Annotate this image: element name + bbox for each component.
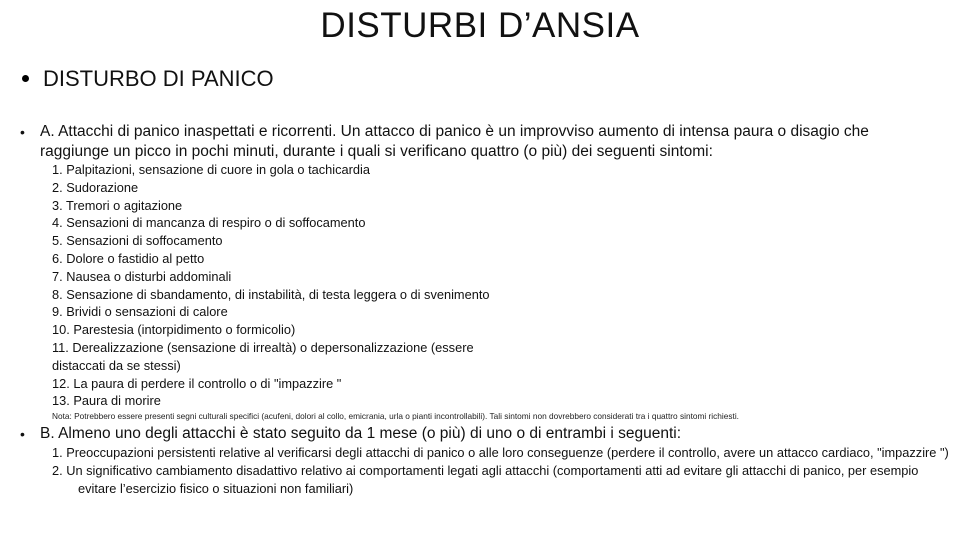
footnote: Nota: Potrebbero essere presenti segni culturali specifici (acufeni, dolori al collo, emicrania, urla o pianti incontrollabili). Tali sintomi non dovrebbero considerati tra i quattro sintomi richiesti. <box>52 411 739 421</box>
list-item: 3. Tremori o agitazione <box>52 197 183 213</box>
list-item: 10. Parestesia (intorpidimento o formicolio) <box>52 322 296 338</box>
bullet-icon: • <box>20 426 25 442</box>
list-item: 9. Brividi o sensazioni di calore <box>52 304 228 320</box>
list-item: 5. Sensazioni di soffocamento <box>52 233 223 249</box>
list-item: 2. Sudorazione <box>52 179 139 195</box>
criterion-a-text: A. Attacchi di panico inaspettati e ricorrenti. Un attacco di panico è un improvviso aumento di intensa paura o disagio che raggiunge un picco in pochi minuti, durante i quali si verificano quattro (o più) dei seguenti sintomi: <box>40 123 869 160</box>
bullet-icon: • <box>20 124 25 140</box>
criterion-b <box>20 424 940 444</box>
list-item: 12. La paura di perdere il controllo o di "impazzire " <box>52 375 342 391</box>
list-item: 1. Preoccupazioni persistenti relative al verificarsi degli attacchi di panico o alle loro conseguenze (perdere il controllo, avere un attacco cardiaco, "impazzire ") <box>52 445 949 460</box>
round-bullet-icon <box>22 75 29 82</box>
list-item: 1. Palpitazioni, sensazione di cuore in gola o tachicardia <box>52 162 370 177</box>
list-item: 2. Un significativo cambiamento disadattivo relativo ai comportamenti legati agli attacchi (comportamenti atti ad evitare gli attacchi di panico, per esempio evitare l’esercizio fisico o situazioni non familiari) <box>52 463 919 496</box>
criterion-b-text: B. Almeno uno degli attacchi è stato seguito da 1 mese (o più) di uno o di entrambi i seguenti: <box>40 425 682 442</box>
list-item: 4. Sensazioni di mancanza di respiro o di soffocamento <box>52 215 366 231</box>
list-item: 7. Nausea o disturbi addominali <box>52 268 232 284</box>
list-item: 6. Dolore o fastidio al petto <box>52 250 205 266</box>
section-heading <box>22 66 274 92</box>
slide-title: DISTURBI D’ANSIA <box>320 6 640 45</box>
list-item: 13. Paura di morire <box>52 393 161 409</box>
list-item: 11. Derealizzazione (sensazione di irrealtà) o depersonalizzazione (essere <box>52 339 474 355</box>
symptom-list <box>52 161 490 410</box>
criterion-b-list <box>52 444 952 498</box>
list-item: 8. Sensazione di sbandamento, di instabilità, di testa leggera o di svenimento <box>52 286 490 302</box>
list-item: distaccati da se stessi) <box>52 357 181 373</box>
criterion-a <box>20 122 940 162</box>
section-heading-text: DISTURBO DI PANICO <box>43 66 274 91</box>
